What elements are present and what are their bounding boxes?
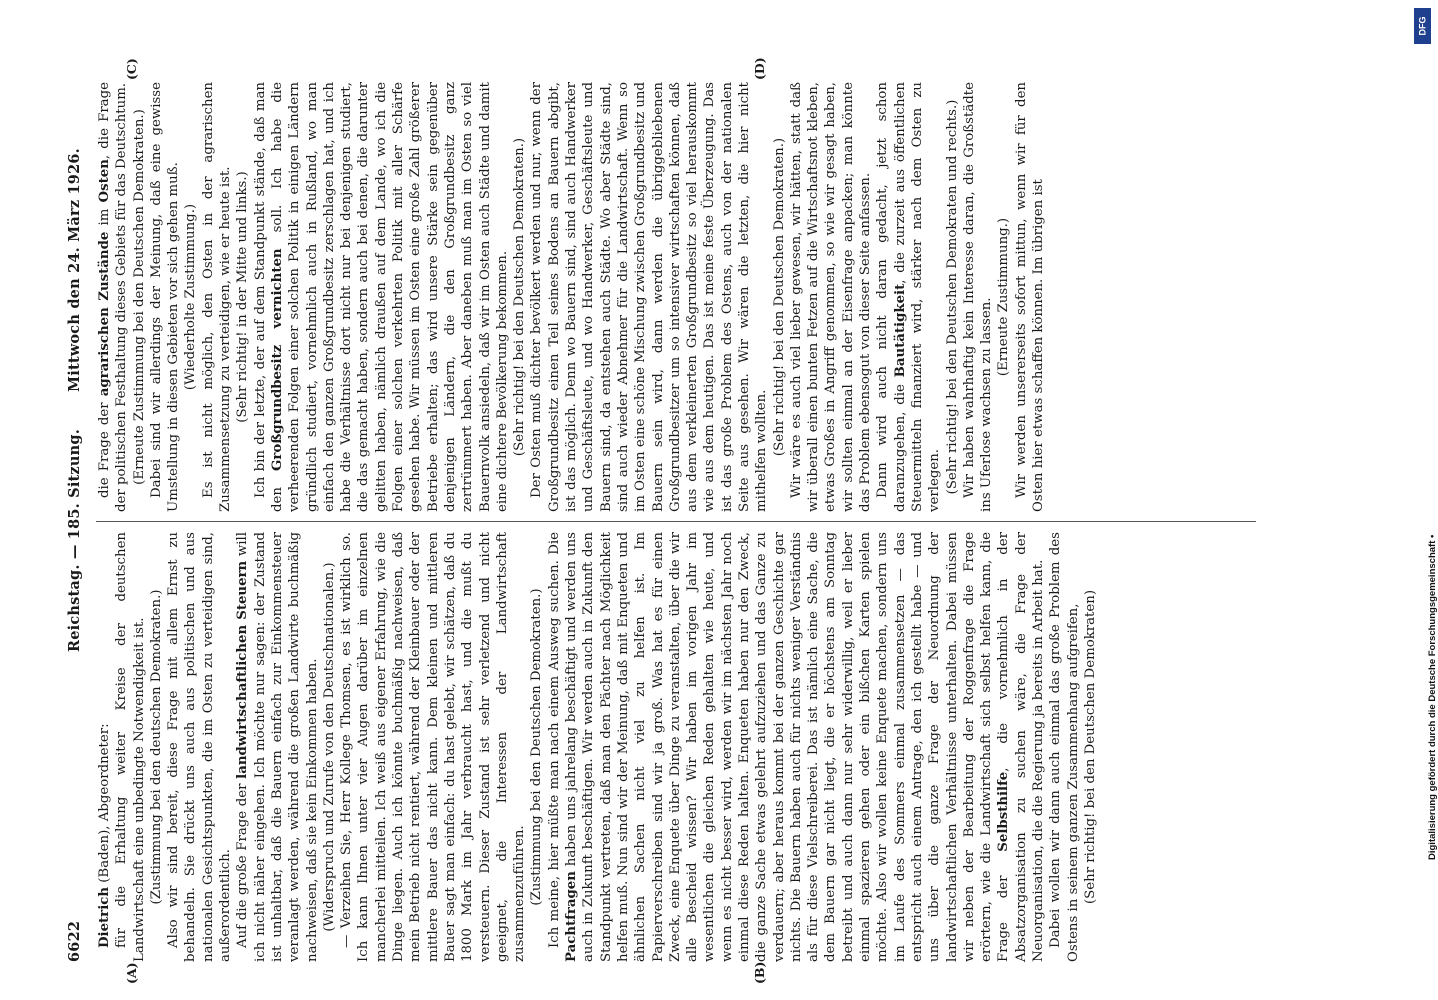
paragraph: Wir werden unsererseits sofort mittun, wenn wir für den Osten hier etwas schaffen können. Im übrigen ist	[1013, 82, 1047, 512]
paragraph: Es ist nicht möglich, den Osten in der agrarischen Zusammensetzung zu verteidigen, wie er heute ist.	[200, 82, 234, 512]
interjection: (Widerspruch und Zurufe von den Deutschnationalen.)	[321, 562, 337, 932]
margin-mark-b: (B)	[752, 961, 767, 984]
right-column	[96, 82, 1047, 512]
speaker-name: Dietrich	[97, 886, 112, 948]
page-number: 6622	[66, 920, 83, 962]
emphasis-term: Großgrundbesitz vernichten	[269, 248, 285, 472]
emphasis-term: Pachtfragen	[564, 871, 580, 962]
text-run: im	[97, 202, 112, 232]
emphasis-term: agrarischen Zustände	[97, 231, 112, 397]
text-run: soll. Ich habe die verheerenden Folgen einer solchen Politik in einigen Ländern gründlich studiert, vornehmlich auch in Rußland, wo man einfach den ganzen Großgrundbesitz zerschlagen hat, und ich habe die Verhältnisse dort nicht nur bei denjenigen studiert, die das gemacht haben, sondern auch bei denen, die darunter gelitten haben, nämlich draußen auf dem Lande, wo ich die Folgen einer solchen verkehrten Politik mit aller Schärfe gesehen habe. Wir müssen im Osten eine große Zahl größerer Betriebe erhalten; das wird unsere Stärke sein gegenüber denjenigen Ländern, die den Großgrundbesitz ganz zertrümmert haben. Aber daneben muß man im Osten so viel Bauernvolk ansiedeln, daß wir im Osten auch Städte und damit eine dichtere Bevölkerung bekommen.	[269, 82, 510, 512]
paragraph: — Verzeihen Sie, Herr Kollege Thomsen, es ist wirklich so. Ich kann Ihnen unter vier Augen darüber im einzelnen mancherlei mitteilen. Ich weiß aus eigener Erfahrung, wie die Dinge liegen. Auch ich könnte buchmäßig nachweisen, daß mein Betrieb nicht rentiert, während der Kleinbauer oder der mittlere Bauer das nicht kann. Dem kleinen und mittleren Bauer sagt man einfach: du hast gelebt, wir schätzen, daß du 1800 Mark im Jahr verbraucht hast, und die mußt du versteuern. Dieser Zustand ist sehr verletzend und nicht geeignet, die Interessen der Landwirtschaft zusammenzuführen.	[339, 532, 528, 962]
paragraph	[96, 82, 131, 512]
paragraph	[234, 532, 320, 962]
interjection: (Sehr richtig! bei den Deutschen Demokraten.)	[512, 137, 528, 457]
text-run: , die zurzeit aus öffentlichen Steuermitteln finanziert wird, stärker nach dem Osten zu verlegen.	[892, 82, 943, 512]
text-run: Dann wird auch nicht daran gedacht, jetzt schon daranzugehen, die	[875, 82, 908, 512]
speaker-suffix: (Baden), Abgeordneter:	[97, 723, 112, 887]
paragraph: Wir haben wahrhaftig kein Interesse daran, die Großstädte ins Uferlose wachsen zu lassen.	[961, 82, 995, 512]
emphasis-term: Selbsthilfe	[996, 771, 1012, 852]
paragraph	[874, 82, 943, 512]
paragraph: Dabei sind wir allerdings der Meinung, daß eine gewisse Umstellung in diesen Gebieten vor sich gehen muß.	[148, 82, 182, 512]
paragraph: Also wir sind bereit, diese Frage mit allem Ernst zu behandeln. Sie drückt uns auch aus politischen und aus nationalen Gesichtspunkten, die im Osten zu verteidigen sind, außerordentlich.	[166, 532, 234, 962]
text-run: , die vornehmlich in der Absatzorganisation zu suchen wäre, die Frage der Neuorganisation, die die Regierung ja bereits in Arbeit hat.	[996, 532, 1047, 962]
interjection: (Erneute Zustimmung.)	[996, 217, 1012, 377]
interjection: (Sehr richtig! in der Mitte und links.)	[235, 171, 251, 423]
left-column	[96, 532, 1099, 962]
page-header	[62, 82, 92, 962]
interjection: (Wiederholte Zustimmung.)	[183, 203, 199, 391]
dfg-logo-text: DFG	[1417, 16, 1428, 36]
text-run: Ich meine, hier müßte man nach einem Ausweg suchen. Die	[546, 532, 562, 948]
text-run: , die Frage der politischen Festhaltung dieses Gebiets für das Deutschtum.	[97, 82, 130, 512]
text-run: haben uns jahrelang beschäftigt und werden uns auch in Zukunft beschäftigen. Wir werden auch in Zukunft den Standpunkt vertreten, daß man den Pächter nach Möglichkeit helfen muß. Nun sind wir der Meinung, daß mit Enqueten und ähnlichen Sachen nicht viel zu helfen ist. Im Papierverschreiben sind wir ja groß. Was hat es für einen Zweck, eine Enquete über Dinge zu veranstalten, über die wir alle Bescheid wissen? Wir haben im vorigen Jahr im wesentlichen die gleichen Reden gehalten wie heute, und wenn es nicht besser wird, werden wir im nächsten Jahr noch einmal diese Reden halten. Enqueten haben nur den Zweck, die ganze Sache etwas gelehrt aufzuziehen und das Ganze zu verdauern; aber heraus kommt bei der ganzen Geschichte gar nichts. Die Bauern haben auch für nichts weniger Verständnis als für diese Vielschreiberei. Das ist nämlich eine Sache, die dem Bauern gar nicht liegt, die er höchstens am Sonntag betreibt und auch dann nur sehr widerwillig, weil er lieber einmal spazieren gehen oder ein bißchen Karten spielen möchte. Also wir wollen keine Enquete machen, sondern uns im Laufe des Sommers einmal zusammensetzen — das entspricht auch einem Antrage, den ich gestellt habe — und uns über die ganze Frage der Neuordnung der landwirtschaftlichen Verhältnisse unterhalten. Dabei müssen wir neben der Bearbeitung der Roggenfrage die Frage erörtern, wie die Landwirtschaft sich selbst helfen kann, die Frage der	[564, 532, 1012, 962]
emphasis-term: landwirtschaftlichen Steuern	[235, 560, 251, 779]
session-date: Mittwoch den 24. März 1926.	[66, 148, 83, 392]
column-divider	[96, 521, 1256, 522]
paragraph	[252, 82, 511, 512]
digitization-credit: Digitalisierung gefördert durch die Deutsche Forschungsgemeinschaft •	[1427, 534, 1438, 860]
paragraph	[546, 532, 1048, 962]
margin-mark-a: (A)	[124, 962, 139, 984]
interjection: (Sehr richtig! bei den Deutschen Demokraten und rechts.)	[944, 99, 960, 495]
interjection: (Sehr richtig! bei den Deutschen Demokraten)	[1082, 589, 1098, 905]
interjection: (Erneute Zustimmung bei den Deutschen Demokraten.)	[131, 109, 147, 485]
paragraph: für die Erhaltung weiter Kreise der deutschen Landwirtschaft eine unbedingte Notwendigkeit ist.	[114, 532, 147, 962]
emphasis-term: Bautätigkeit	[892, 283, 908, 378]
emphasis-term: Osten	[97, 159, 112, 203]
interjection: (Sehr richtig! bei den Deutschen Demokraten.)	[771, 137, 787, 457]
paragraph: Wir wäre es auch viel lieber gewesen, wir hätten, statt daß wir überall einen bunten Fetzen auf die Wirtschaftsnot kleben, etwas Großes in Angriff genommen, so wie wir gesagt haben, wir sollten einmal an der Eisenfrage anpacken; man könnte das Problem ebensogut von dieser Seite anfassen.	[788, 82, 874, 512]
paragraph: Der Osten muß dichter bevölkert werden und nur, wenn der Großgrundbesitz einen Teil seines Bodens an Bauern abgibt, ist das möglich. Denn wo Bauern sind, sind auch Handwerker und Geschäftsleute, und wo Handwerker, Geschäftsleute und Bauern sind, da entstehen auch Städte. Wo aber Städte sind, sind auch wieder Abnehmer für die Landwirtschaft. Wenn so im Osten eine schöne Mischung zwischen Großgrundbesitz und Bauern sein wird, dann werden die übriggebliebenen Großgrundbesitzer um so intensiver wirtschaften können, daß aus dem verkleinerten Großgrundbesitz so viel herauskommt wie aus dem heutigen. Das ist meine feste Überzeugung. Das ist das große Problem des Ostens, auch von der nationalen Seite aus gesehen. Wir wären die letzten, die hier nicht mithelfen wollten.	[529, 82, 770, 512]
margin-mark-d: (D)	[752, 57, 767, 80]
margin-mark-c: (C)	[124, 58, 139, 80]
running-title: Reichstag. — 185. Sitzung.	[66, 429, 83, 652]
speaker-line	[96, 532, 113, 962]
paragraph: Dabei wollen wir dann auch einmal das große Problem des Ostens in seinem ganzen Zusammenhang aufgreifen,	[1048, 532, 1081, 962]
dfg-logo	[1414, 8, 1431, 44]
text-run: Auf die große Frage der	[235, 778, 251, 948]
text-run: die Frage der	[97, 396, 112, 498]
interjection: (Zustimmung bei den deutschen Demokraten.)	[148, 589, 164, 905]
text-run: Ich bin der letzte, der auf dem Standpunkt stände, daß man den	[252, 82, 285, 512]
text-run: will ich nicht näher eingehen. Ich möchte nur sagen: der Zustand ist unhaltbar, daß die Bauern einfach zur Einkommensteuer veranlagt werden, während die großen Landwirte buchmäßig nachweisen, daß sie kein Einkommen haben.	[235, 532, 320, 962]
interjection: (Zustimmung bei den Deutschen Demokraten.)	[529, 588, 545, 906]
rotated-page-content	[62, 57, 1302, 984]
